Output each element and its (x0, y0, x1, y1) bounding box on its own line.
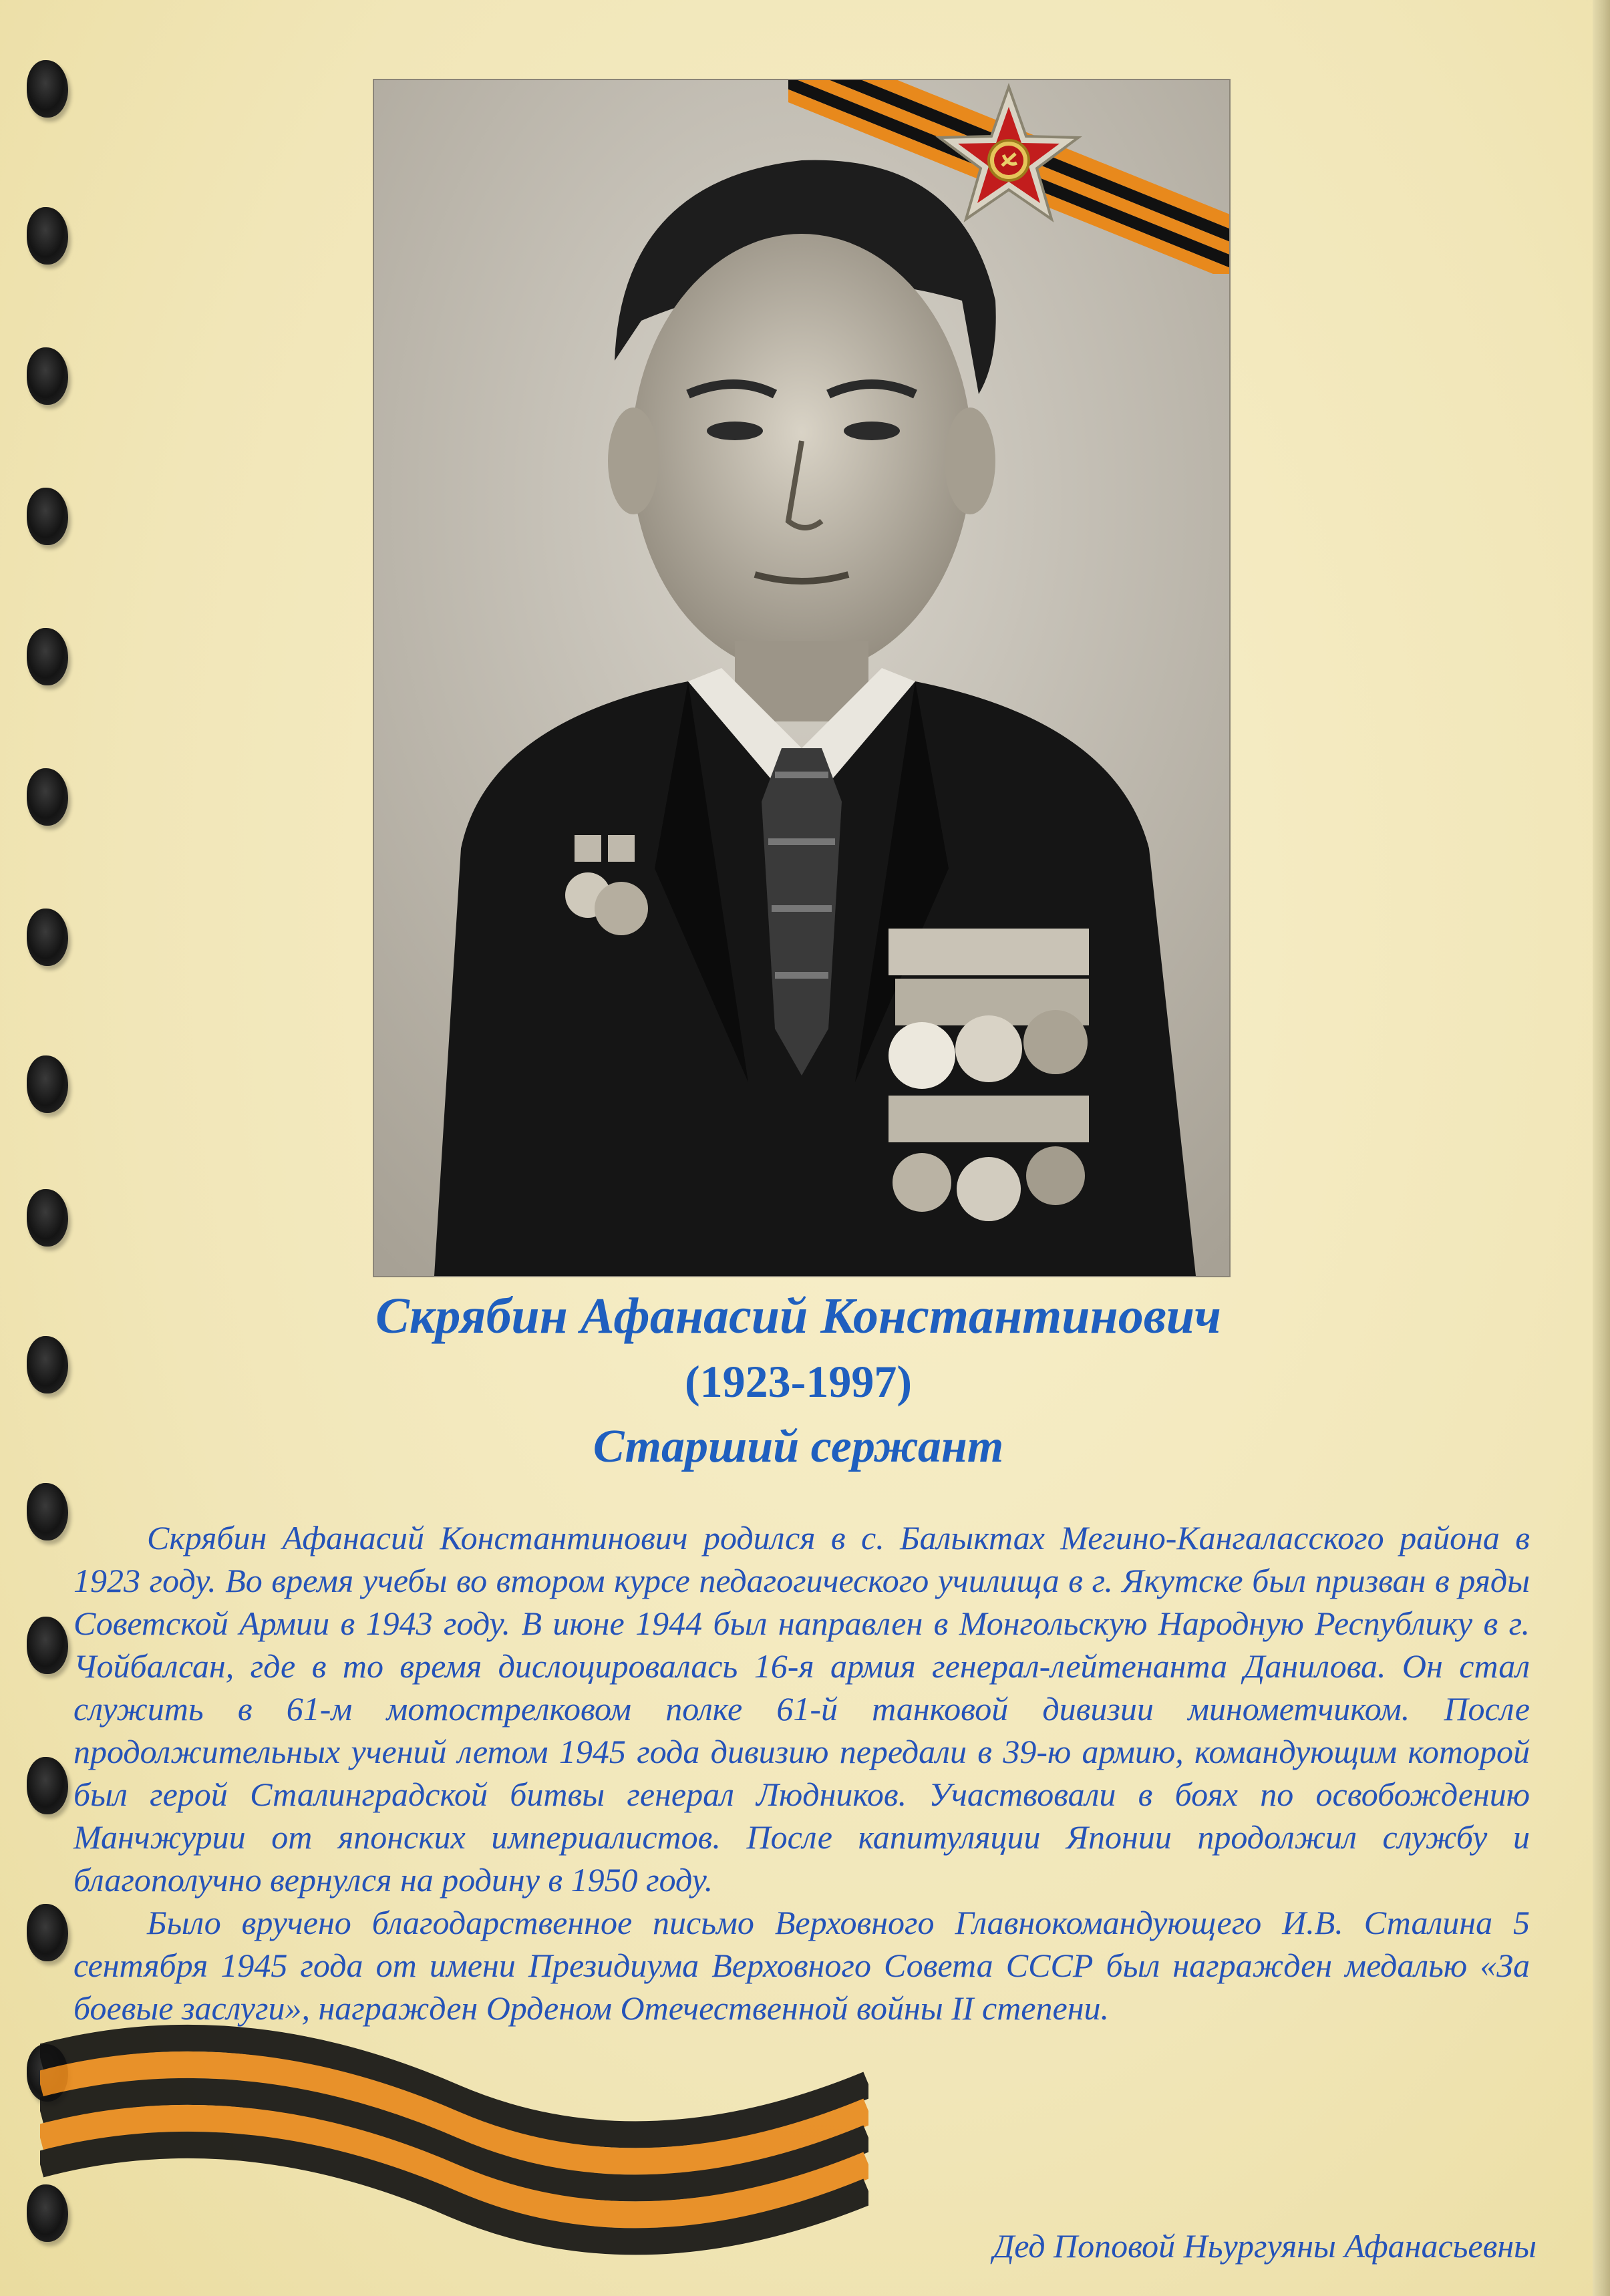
biography-text (73, 1516, 1530, 2029)
biography-paragraph: Скрябин Афанасий Константинович родился в с. Балыктах Мегино-Кангаласского района в 1923 году. Во время учебы во втором курсе педагогического училища в г. Якутске был призван в ряды Советской Армии в 1943 году. В июне 1944 был направлен в Монгольскую Народную Республику в г. Чойбалсан, где в то время дислоцировалась 16-я армия генерал-лейтенанта Данилова. Он стал служить в 61-м мотострелковом полке 61-й танковой дивизии минометчиком. После продолжительных учений летом 1945 года дивизию передали в 39-ю армию, командующим которой был герой Сталинградской битвы генерал Людников. Участвовали в боях по освобождению Манчжурии от японских империалистов. После капитуляции Японии продолжил службу и благополучно вернулся на родину в 1950 году. (73, 1519, 1530, 1899)
binding-hole (27, 488, 68, 545)
binding-hole (27, 1055, 68, 1113)
person-years: (1923-1997) (685, 1356, 912, 1407)
signature-line: Дед Поповой Ньургуяны Афанасьевны (993, 2227, 1537, 2265)
binding-hole (27, 1904, 68, 1961)
binding-hole (27, 347, 68, 405)
binding-hole (27, 1483, 68, 1540)
person-rank: Старший сержант (593, 1421, 1004, 1472)
binding-hole (27, 60, 68, 118)
page-edge (1593, 0, 1610, 2296)
binding-hole (27, 628, 68, 685)
binding-hole (27, 1757, 68, 1814)
binding-hole (27, 768, 68, 826)
person-name: Скрябин Афанасий Константинович (375, 1288, 1221, 1344)
st-george-ribbon-corner (788, 73, 1256, 274)
binding-hole (27, 1189, 68, 1247)
binding-hole (27, 1336, 68, 1393)
binding-hole (27, 909, 68, 966)
binding-hole (27, 1617, 68, 1674)
biography-paragraph: Было вручено благодарственное письмо Верховного Главнокомандующего И.В. Сталина 5 сентября 1945 года от имени Президиума Верховного Совета СССР был награжден медалью «За боевые заслуги», награжден Орденом Отечественной войны II степени. (73, 1904, 1530, 2027)
binding-hole (27, 207, 68, 265)
title-block (134, 1283, 1463, 1480)
